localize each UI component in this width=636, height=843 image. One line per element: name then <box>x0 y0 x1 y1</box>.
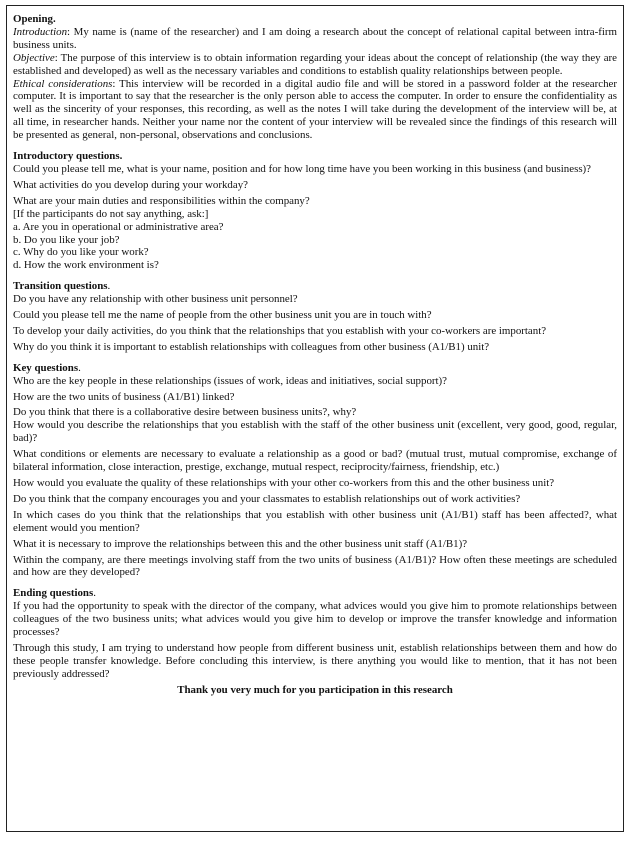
probe-item: b. Do you like your job? <box>13 233 120 246</box>
objective-paragraph <box>13 52 617 78</box>
key-question: Do you think that there is a collaborative desire between business units?, why? <box>13 406 357 419</box>
introductory-question: Could you please tell me, what is your name, position and for how long time have you been working in this business (and business)? <box>13 162 592 175</box>
ending-title-suffix: . <box>93 587 96 600</box>
probe-item: c. Why do you like your work? <box>13 246 149 259</box>
ending-title: Ending questions <box>13 587 94 600</box>
objective-label: Objective <box>13 51 55 64</box>
transition-heading <box>13 280 617 293</box>
ending-heading <box>13 587 617 600</box>
ethical-label: Ethical considerations <box>13 77 113 90</box>
objective-text: : The purpose of this interview is to obtain information regarding your ideas about the concept of relationship (the way they are established and developed) as well as the necessary variables and conditions to establish quality relationships between people. <box>13 51 617 77</box>
key-question: Do you think that the company encourages you and your classmates to establish relationships out of work activities? <box>13 492 521 505</box>
key-question: Who are the key people in these relationships (issues of work, ideas and initiatives, social support)? <box>13 374 447 387</box>
transition-title-suffix: . <box>107 280 111 293</box>
key-question: What conditions or elements are necessary to evaluate a relationship as a good or bad? (mutual trust, mutual compromise, exchange of bilateral information, close interaction, prestige, exchange, mutual respect, reciprocity/fairness, friendship, etc.) <box>13 448 617 474</box>
ending-question: Through this study, I am trying to understand how people from different business unit, establish relationships between them and how do these people transfer knowledge. Before concluding this interview, is there anything you would like to mention, that it has not been previously addressed? <box>13 641 617 680</box>
key-question: Within the company, are there meetings involving staff from the two units of business (A1/B1)? How often these meetings are scheduled and how are they developed? <box>13 553 617 579</box>
interview-protocol-box <box>6 5 624 832</box>
key-question: How would you evaluate the quality of these relationships with your other co-workers from this and the other business unit? <box>13 477 555 489</box>
ethical-text: : This interview will be recorded in a digital audio file and will be stored in a password folder at the researcher computer. It is important to say that the researcher is the only person able to access the computer. In order to ensure the confidentiality as well as the sincerity of your responses, this recording, as well as the notes I will take during the development of the interview will be, at all time, in researcher hands. Neither your name nor the content of your interview will be revealed since the findings of this research will be presented as general, non-personal, observations and conclusions. <box>13 77 617 142</box>
introductory-section <box>13 150 617 272</box>
probe-item: a. Are you in operational or administrative area? <box>13 220 224 233</box>
introduction-paragraph <box>13 26 617 52</box>
transition-question: Why do you think it is important to establish relationships with colleagues from other business (A1/B1) unit? <box>13 340 490 353</box>
key-title: Key questions <box>13 361 79 374</box>
introductory-question: What activities do you develop during your workday? <box>13 178 248 191</box>
key-heading <box>13 362 617 375</box>
ethical-paragraph <box>13 78 617 143</box>
key-question: How are the two units of business (A1/B1) linked? <box>13 390 235 403</box>
key-question: In which cases do you think that the relationships that you establish with other business unit (A1/B1) staff has been affected?, what element would you mention? <box>13 508 617 534</box>
transition-question: Do you have any relationship with other business unit personnel? <box>13 293 298 306</box>
introductory-title: Introductory questions. <box>13 150 123 163</box>
opening-title: Opening. <box>13 13 56 25</box>
transition-question: Could you please tell me the name of people from the other business unit you are in touch with? <box>13 309 432 322</box>
key-title-suffix: . <box>78 361 81 374</box>
transition-question: To develop your daily activities, do you think that the relationships that you establish with your co-workers are important? <box>13 324 547 337</box>
probe-item: d. How the work environment is? <box>13 259 159 272</box>
introduction-text: : My name is (name of the researcher) and I am doing a research about the concept of relational capital between intra-firm business units. <box>13 25 617 51</box>
key-question: How would you describe the relationships that you establish with the staff of the other business unit (excellent, very good, good, regular, bad)? <box>13 419 617 445</box>
introductory-question: What are your main duties and responsibilities within the company? <box>13 194 310 207</box>
ending-question: If you had the opportunity to speak with the director of the company, what advices would you give him to promote relationships between colleagues of the two business units; what advices would you give him to develop or improve the transfer knowledge and information processes? <box>13 600 617 639</box>
closing-thanks: Thank you very much for you participation in this research <box>177 683 453 696</box>
probe-instruction: [If the participants do not say anything, ask:] <box>13 207 209 220</box>
transition-section <box>13 280 617 354</box>
ending-section <box>13 587 617 696</box>
key-section <box>13 362 617 580</box>
introduction-label: Introduction <box>13 25 68 38</box>
opening-section <box>13 13 617 142</box>
key-question: What it is necessary to improve the relationships between this and the other business unit staff (A1/B1)? <box>13 537 468 550</box>
transition-title: Transition questions <box>13 280 108 293</box>
